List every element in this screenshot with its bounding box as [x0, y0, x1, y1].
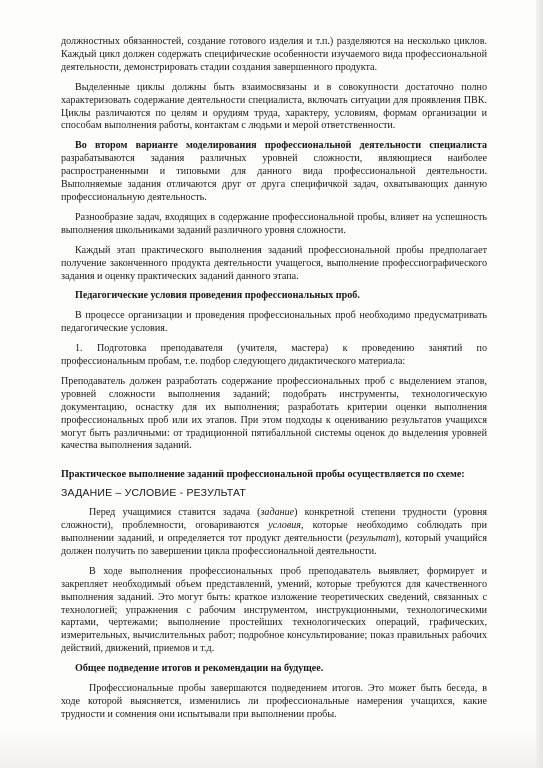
paragraph-pedagogical-conditions: В процессе организации и проведения профессиональных проб необходимо предусматривать педагогические условия. [61, 310, 487, 335]
paragraph-teacher-develops: Преподаватель должен разработать содержание профессиональных проб с выделением этапов, уровней сложности выполнения заданий; подобрать инструменты, технологическую документацию, оснастку для их выполнения; разработать критерии оценки выполнения профессиональных проб или их этапов. При этом подходы к оцениванию результатов учащихся могут быть различными: от традиционной пятибалльной системы оценок до выделения уровней качества выполнения заданий. [61, 375, 487, 452]
scheme-formula: ЗАДАНИЕ – УСЛОВИЕ - РЕЗУЛЬТАТ [61, 487, 246, 500]
term-task: задание [260, 507, 295, 519]
paragraph-cycles-intro: должностных обязанностей, создание готового изделия и т.п.) разделяются на несколько циклов. Каждый цикл должен содержать специфические особенности изучаемого вида профессиональной деятельности, демонстрировать стадии создания завершенного продукта. [61, 36, 487, 73]
term-result: результат [349, 533, 396, 544]
page-content [61, 36, 487, 722]
task-text-part: ), который учащийся должен получить по завершении цикла профессиональной деятельности. [61, 533, 487, 557]
second-variant-bold-lead: Во втором варианте моделирования профессиональной деятельности специалиста [75, 140, 487, 152]
task-text-part: ) конкретной степени трудности (уровня сложности), проблемности, оговариваются [61, 507, 487, 532]
list-item-text: Подготовка преподавателя (учителя, мастера) к проведению занятий по профессиональным пробам, т.е. подбор следующего дидактического материала: [61, 343, 487, 368]
heading-pedagogical-conditions: Педагогические условия проведения профессиональных проб. [75, 290, 360, 302]
term-conditions: условия [268, 520, 301, 532]
list-number: 1. [75, 343, 83, 355]
paragraph-teacher-reveals: В ходе выполнения профессиональных проб преподаватель выявляет, формирует и закрепляет необходимый объем представлений, умений, которые требуются для качественного выполнения заданий. Это могут быть: краткое изложение теоретических сведений, связанных с технологией; упражнения с рабочим инструментом, инструкционными, технологическими картами, чертежами; выполнение простейших технологических операций, графических, измерительных, вычислительных работ; подробное консультирование; показ правильных рабочих действий, движений, приемов и т.д. [61, 565, 487, 655]
task-text-part: Перед учащимися ставится задача ( [89, 507, 261, 519]
paragraph-task-setting [61, 507, 487, 559]
paragraph-summary: Профессиональные пробы завершаются подведением итогов. Это может быть беседа, в ходе которой выясняется, изменились ли профессиональные намерения учащихся, какие трудности и сомнения они испытывали при выполнении пробы. [61, 683, 487, 720]
second-variant-text: разрабатываются задания различных уровней сложности, являющиеся наиболее распространенными и типовыми для данного вида профессиональной деятельности. Выполняемые задания отличаются друг от друга специфичкой задач, охватывающих данную профессиональную деятельность. [61, 153, 487, 203]
heading-summary: Общее подведение итогов и рекомендации на будущее. [75, 663, 324, 675]
list-item-teacher-preparation [61, 343, 487, 369]
paragraph-cycles-interrelated: Выделенные циклы должны быть взаимосвязаны и в совокупности достаточно полно характеризовать содержание деятельности специалиста, включать ситуации для проявления ПВК. Циклы различаются по целям и орудиям труда, характеру, условиям, формам организации и способам выполнения работы, контактам с людьми и мерой ответственности. [61, 81, 487, 132]
heading-practical-execution: Практическое выполнение заданий профессиональной пробы осуществляется по схеме: [61, 469, 465, 481]
paragraph-task-variety: Разнообразие задач, входящих в содержание профессиональной пробы, влияет на успешность выполнения школьниками заданий различного уровня сложности. [61, 211, 487, 236]
paragraph-each-stage: Каждый этап практического выполнения заданий профессиональной пробы предполагает получение законченного продукта деятельности учащегося, выполнение профессиографического задания и оценку практических заданий данного этапа. [61, 244, 487, 282]
paragraph-second-variant [61, 140, 487, 205]
task-text-part: , которые необходимо соблюдать при выполнении заданий, и определяется тот продукт деятельности ( [61, 520, 487, 544]
